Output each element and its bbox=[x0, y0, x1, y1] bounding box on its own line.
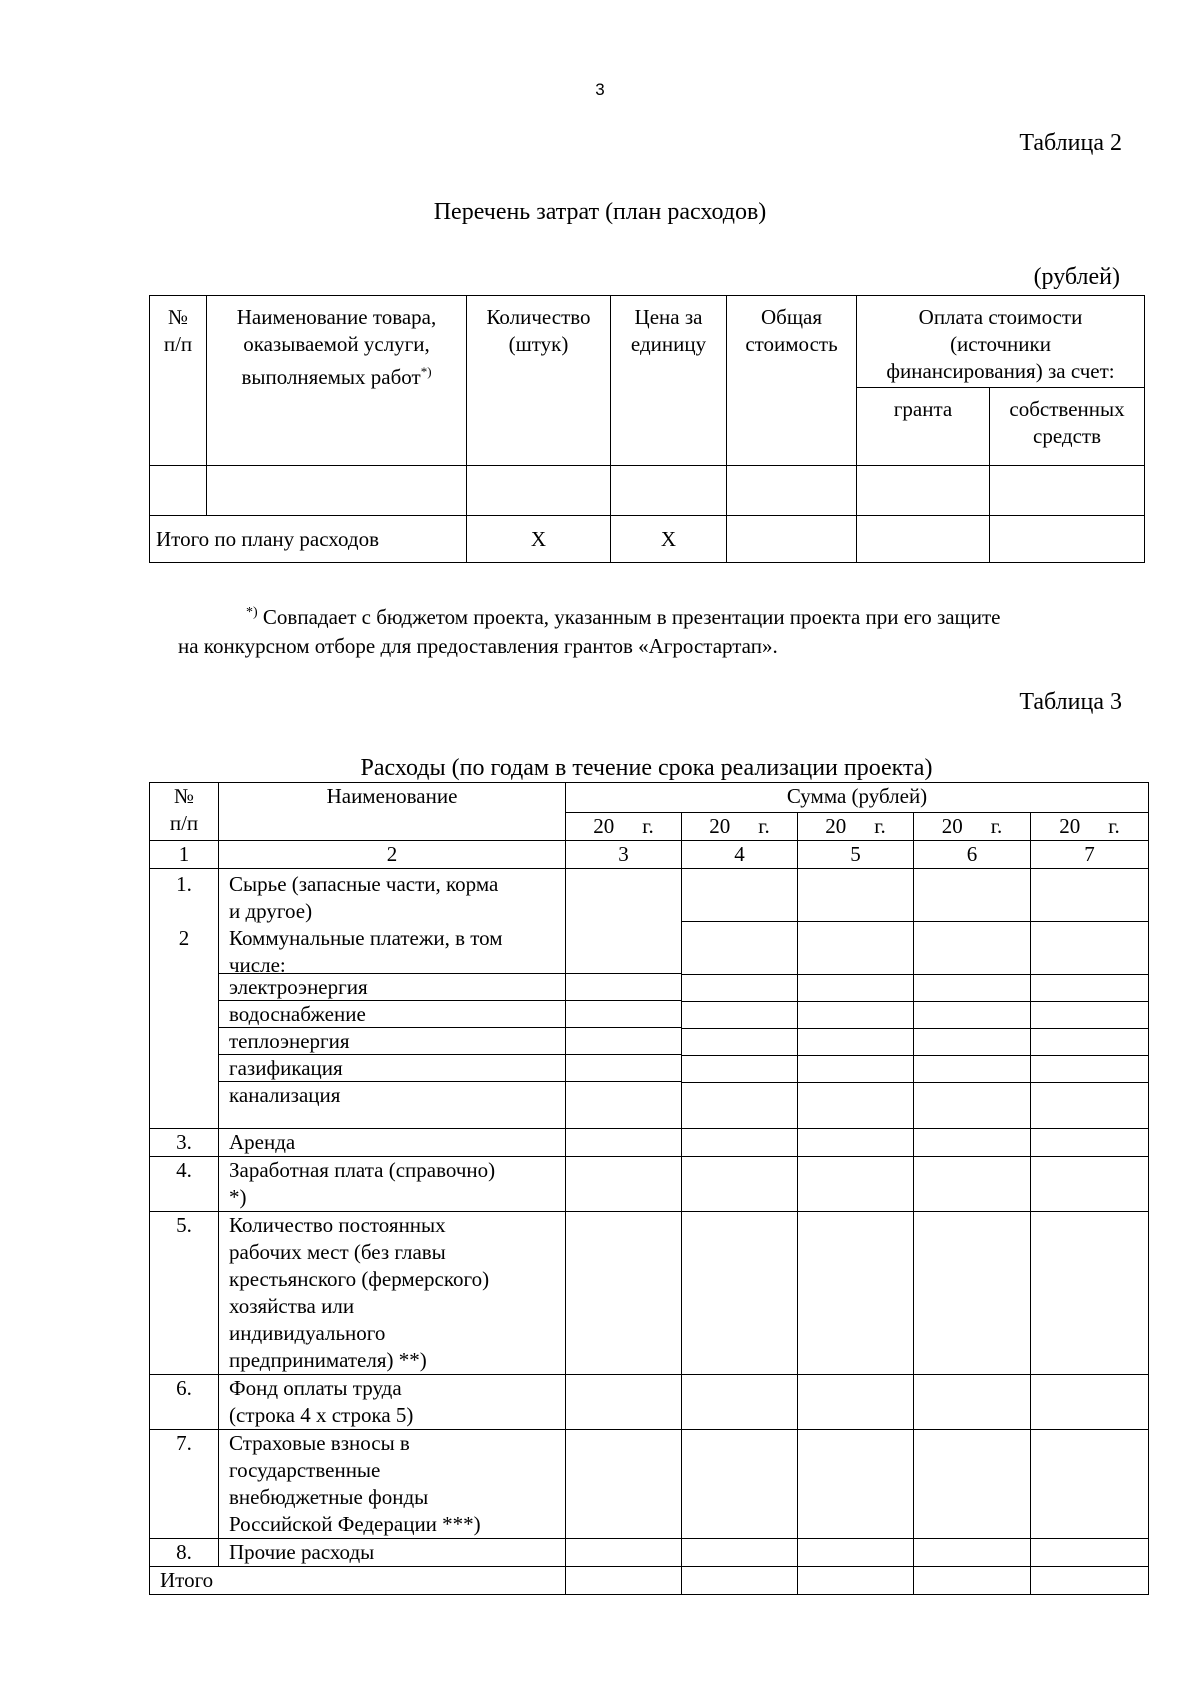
header-total-cost: Общая стоимость bbox=[727, 296, 857, 466]
header-unit-price: Цена за единицу bbox=[611, 296, 727, 466]
row-num: 5. bbox=[150, 1212, 219, 1375]
header-name: Наименование bbox=[219, 783, 566, 841]
total-row-price: X bbox=[611, 516, 727, 563]
row-name: Страховые взносы в государственные внебюджетные фонды Российской Федерации ***) bbox=[219, 1430, 566, 1539]
sub-row-water: водоснабжение bbox=[219, 1000, 565, 1027]
total-row-label: Итого bbox=[150, 1567, 566, 1595]
table3-title: Расходы (по годам в течение срока реализации проекта) bbox=[360, 755, 933, 781]
table-row bbox=[150, 1430, 1149, 1539]
expense-plan-table bbox=[149, 295, 1145, 563]
table-row bbox=[150, 1129, 1149, 1157]
header-year: 20 г. bbox=[914, 813, 1031, 841]
table2-units: (рублей) bbox=[1033, 264, 1120, 290]
total-row-label: Итого по плану расходов bbox=[150, 516, 467, 563]
yearly-expenses-table bbox=[149, 782, 1149, 1595]
header-year: 20 г. bbox=[1031, 813, 1149, 841]
header-quantity: Количество (штук) bbox=[467, 296, 611, 466]
table-row bbox=[150, 466, 1145, 516]
header-sum: Сумма (рублей) bbox=[566, 783, 1149, 813]
header-grant: гранта bbox=[857, 388, 990, 466]
page-number: 3 bbox=[595, 80, 605, 99]
row-num: 6. bbox=[150, 1375, 219, 1430]
row-name: Прочие расходы bbox=[219, 1539, 566, 1567]
table-row bbox=[150, 1157, 1149, 1212]
table2-footnote: *) Совпадает с бюджетом проекта, указанным в презентации проекта при его защите на конкурсном отборе для предоставления грантов «Агростартап». bbox=[178, 605, 1001, 658]
total-row bbox=[150, 516, 1145, 563]
header-payment-sources: Оплата стоимости (источники финансирования) за счет: bbox=[857, 296, 1145, 388]
column-numbers-row: 1 2 3 4 5 6 7 bbox=[150, 841, 1149, 869]
header-year: 20 г. bbox=[566, 813, 682, 841]
sub-row-heat: теплоэнергия bbox=[219, 1027, 565, 1054]
table-row bbox=[150, 1539, 1149, 1567]
total-row-qty: X bbox=[467, 516, 611, 563]
header-year: 20 г. bbox=[798, 813, 914, 841]
row-num: 8. bbox=[150, 1539, 219, 1567]
table3-label: Таблица 3 bbox=[1019, 689, 1122, 715]
header-year: 20 г. bbox=[682, 813, 798, 841]
table-row bbox=[150, 1375, 1149, 1430]
total-row bbox=[150, 1567, 1149, 1595]
row-name: Количество постоянных рабочих мест (без главы крестьянского (фермерского) хозяйства или индивидуального предпринимателя) **) bbox=[219, 1212, 566, 1375]
header-num: № п/п bbox=[150, 783, 219, 841]
row-name: Заработная плата (справочно) *) bbox=[219, 1157, 566, 1212]
sub-row-sewage: канализация bbox=[219, 1081, 565, 1108]
row-name: Аренда bbox=[219, 1129, 566, 1157]
table-row bbox=[150, 1212, 1149, 1375]
row-name: Фонд оплаты труда (строка 4 х строка 5) bbox=[219, 1375, 566, 1430]
header-num: № п/п bbox=[150, 296, 207, 466]
row-num: 3. bbox=[150, 1129, 219, 1157]
sub-row-electricity: электроэнергия bbox=[219, 973, 565, 1000]
row-name: Сырье (запасные части, корма и другое) Коммунальные платежи, в том числе: электроэнергия водоснабжение теплоэнергия газификация канализация bbox=[219, 869, 566, 1129]
header-own-funds: собственных средств bbox=[990, 388, 1145, 466]
sub-row-gas: газификация bbox=[219, 1054, 565, 1081]
row-num: 1. 2 bbox=[150, 869, 219, 1129]
table2-title: Перечень затрат (план расходов) bbox=[433, 199, 767, 225]
table2-label: Таблица 2 bbox=[1019, 130, 1122, 156]
row-num: 7. bbox=[150, 1430, 219, 1539]
table-row bbox=[150, 869, 1149, 1129]
header-name: Наименование товара, оказываемой услуги, выполняемых работ*) bbox=[207, 296, 467, 466]
row-num: 4. bbox=[150, 1157, 219, 1212]
